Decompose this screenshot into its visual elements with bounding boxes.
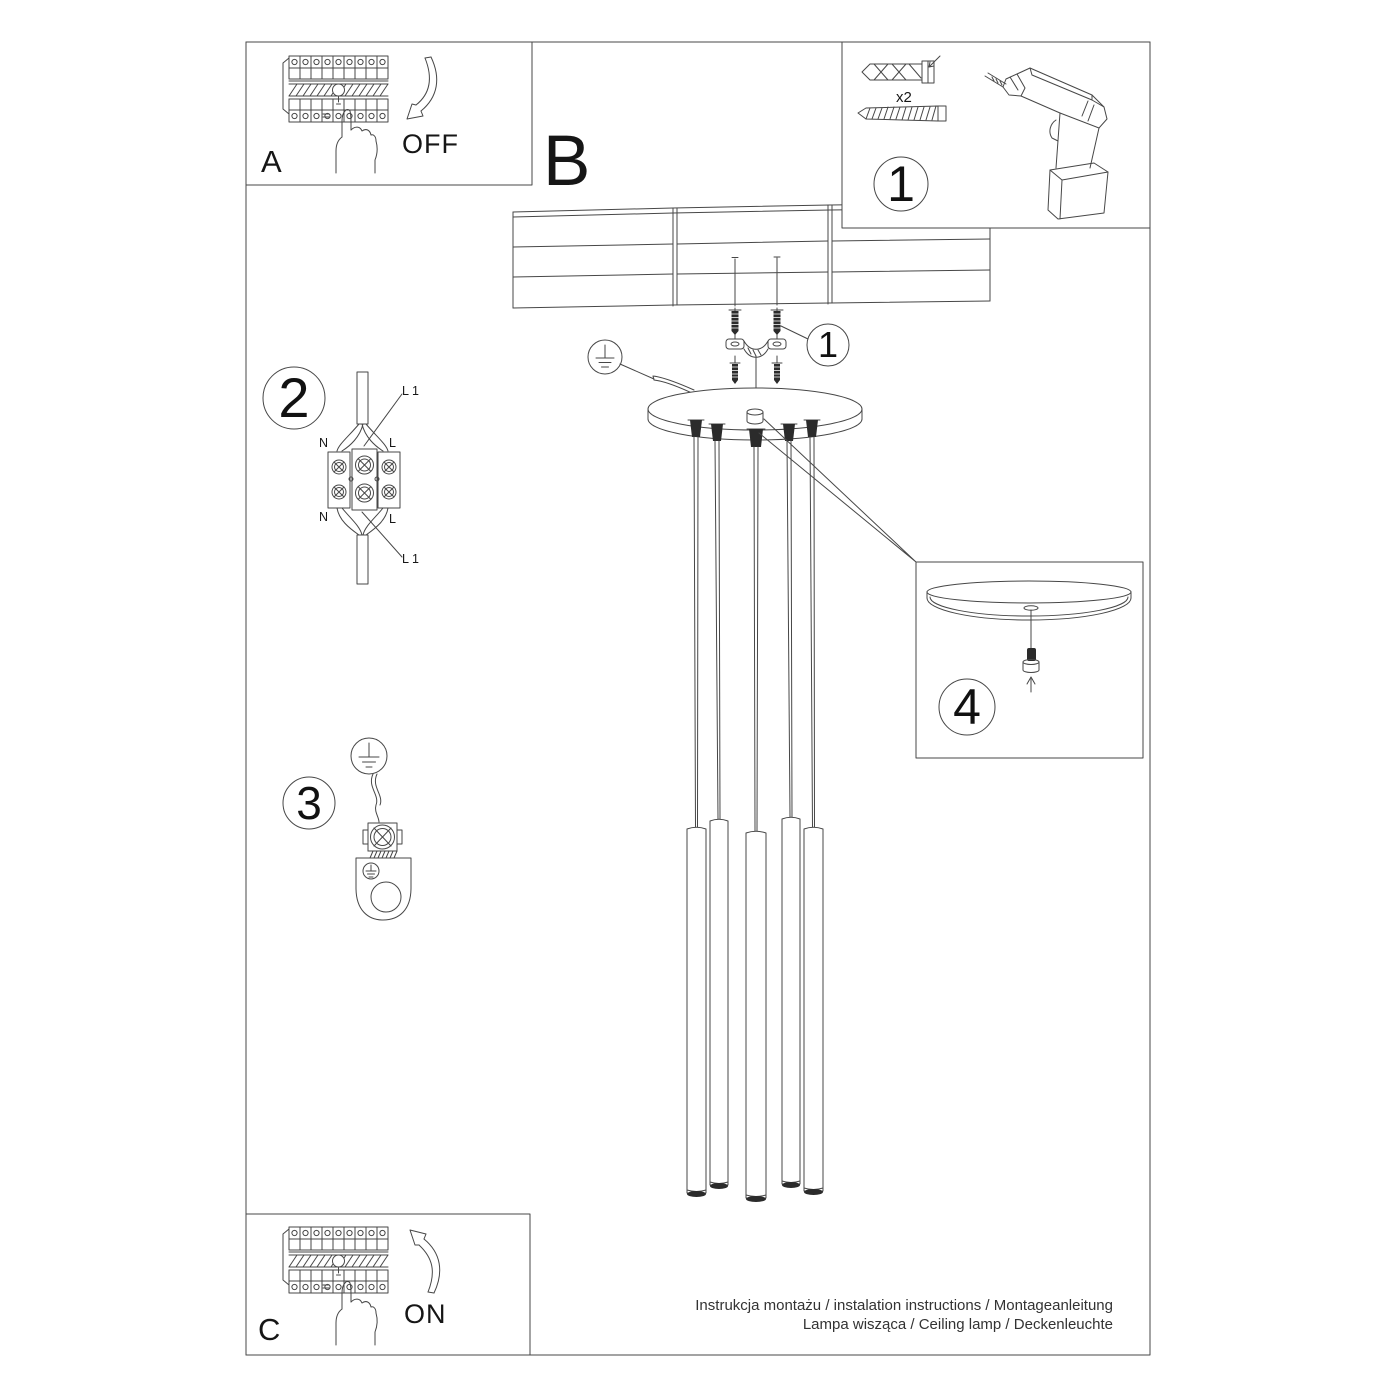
ground-clamp — [283, 738, 411, 920]
footer-line2: Lampa wisząca / Ceiling lamp / Deckenleuchte — [802, 1316, 1113, 1333]
step4-number: 4 — [953, 679, 981, 735]
pendant-cables — [694, 437, 815, 831]
wire-label-n-top: N — [319, 436, 329, 450]
box-panel-a — [246, 42, 532, 185]
footer-line1: Instrukcja montażu / instalation instructions / Montageanleitung — [695, 1297, 1113, 1314]
wire-label-n-bottom: N — [319, 510, 329, 524]
wire-label-l-bottom: L — [389, 512, 396, 526]
step1-callout-number: 1 — [817, 324, 839, 365]
wire-label-l-top: L — [389, 436, 396, 450]
section-b-label: B — [543, 122, 591, 201]
step1-number: 1 — [887, 156, 915, 212]
step3-number: 3 — [296, 777, 322, 829]
footer-caption — [695, 1296, 1113, 1334]
panel-c-label: C — [258, 1312, 281, 1347]
panel-a-label: A — [261, 144, 282, 179]
ground-symbol-icon — [588, 340, 654, 379]
wire-label-l1-bottom: L 1 — [402, 552, 419, 566]
panel-a-action-off: OFF — [402, 129, 459, 159]
panel-c-action-on: ON — [404, 1299, 447, 1329]
anchor-quantity: x2 — [896, 89, 912, 106]
expansion-screws-upper — [729, 310, 783, 335]
callout-4-leaders — [759, 419, 916, 562]
step2-number: 2 — [278, 366, 310, 429]
mounting-bracket — [726, 339, 786, 357]
mounting-holes — [732, 257, 780, 388]
box-panel-c — [246, 1214, 530, 1355]
wire-label-l1-top: L 1 — [402, 384, 419, 398]
pendant-tubes — [687, 817, 823, 1202]
